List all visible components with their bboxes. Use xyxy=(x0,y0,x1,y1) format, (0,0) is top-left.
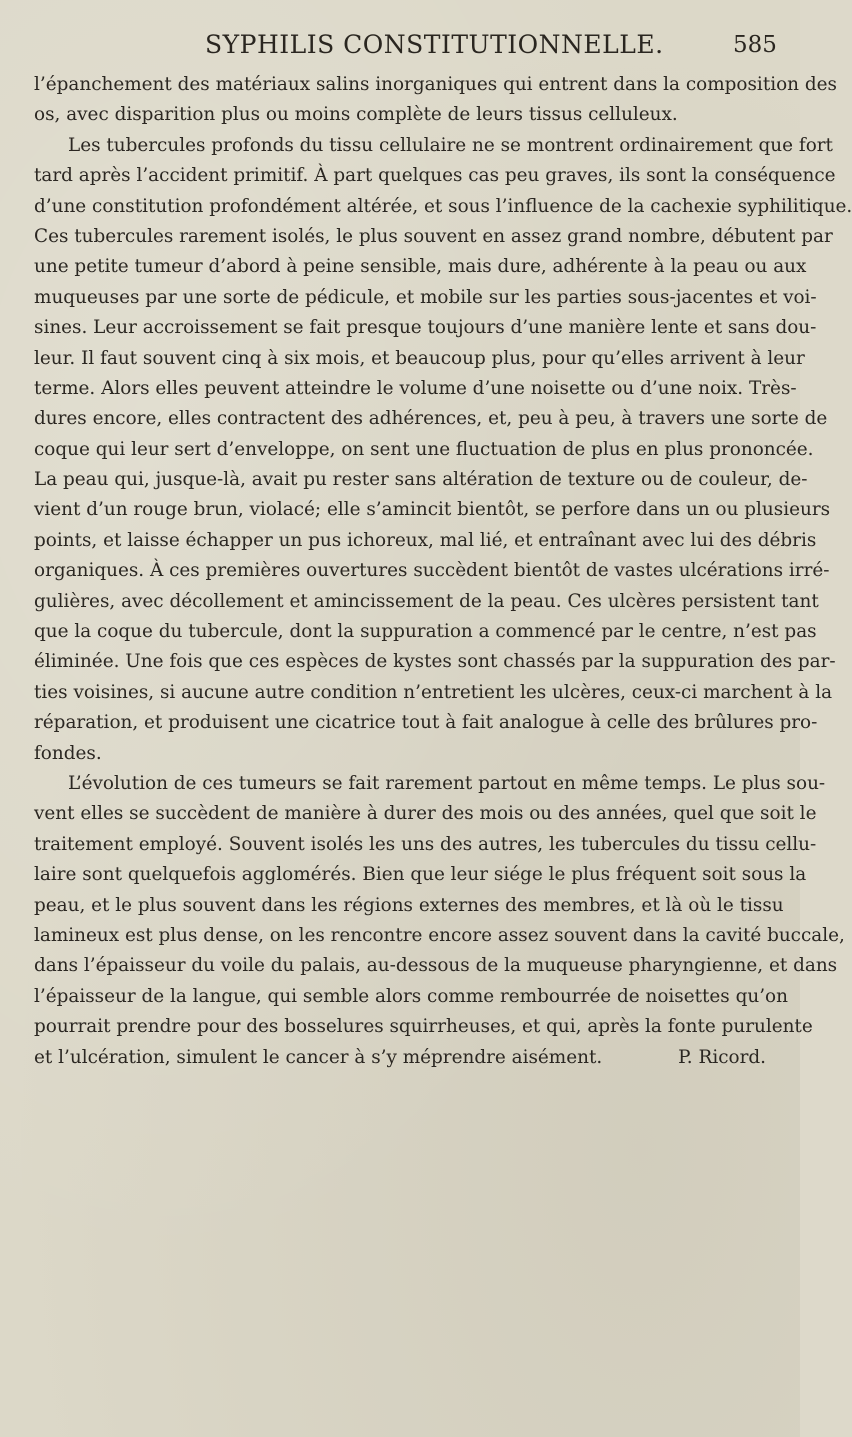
text-line xyxy=(34,617,817,647)
text-line-content: Les tubercules profonds du tissu cellulaire ne se montrent ordinairement que fort xyxy=(68,134,833,156)
text-line xyxy=(34,982,788,1012)
text-line xyxy=(34,252,807,282)
text-line xyxy=(34,313,817,343)
text-line xyxy=(34,374,797,404)
text-line xyxy=(34,283,817,313)
text-line-content: leur. Il faut souvent cinq à six mois, et beaucoup plus, pour qu’elles arrivent à leur xyxy=(34,347,805,369)
text-line xyxy=(34,495,831,525)
text-line xyxy=(34,526,817,556)
text-line xyxy=(34,192,852,222)
text-line xyxy=(34,799,817,829)
text-line-content: d’une constitution profondément altérée, et sous l’influence de la cachexie syphilitique. xyxy=(34,195,852,217)
text-line-content: une petite tumeur d’abord à peine sensible, mais dure, adhérente à la peau ou aux xyxy=(34,256,807,278)
text-line xyxy=(34,708,818,738)
text-line-content: muqueuses par une sorte de pédicule, et mobile sur les parties sous-jacentes et voi- xyxy=(34,286,817,308)
text-line-content: dans l’épaisseur du voile du palais, au-dessous de la muqueuse pharyngienne, et dans xyxy=(34,955,838,977)
text-line-content: et l’ulcération, simulent le cancer à s’y méprendre aisément. xyxy=(34,1046,603,1068)
text-line xyxy=(34,739,766,769)
text-line xyxy=(34,344,805,374)
text-line-content: peau, et le plus souvent dans les régions externes des membres, et là où le tissu xyxy=(34,894,784,916)
text-line xyxy=(34,556,830,586)
article-body xyxy=(34,70,852,1073)
text-line xyxy=(34,830,817,860)
text-line-content: lamineux est plus dense, on les rencontre encore assez souvent dans la cavité buccale, xyxy=(34,924,845,946)
text-line-content: laire sont quelquefois agglomérés. Bien que leur siége le plus fréquent soit sous la xyxy=(34,864,807,886)
text-line-content: l’épanchement des matériaux salins inorganiques qui entrent dans la composition des xyxy=(34,74,837,95)
text-line xyxy=(34,647,836,677)
text-line xyxy=(34,921,845,951)
text-line-content: éliminée. Une fois que ces espèces de kystes sont chassés par la suppuration des par- xyxy=(34,651,836,673)
text-line-content: pourrait prendre pour des bosselures squirrheuses, et qui, après la fonte purulente xyxy=(34,1016,813,1038)
text-line xyxy=(34,769,826,799)
text-line-content: Ces tubercules rarement isolés, le plus souvent en assez grand nombre, débutent par xyxy=(34,225,833,247)
text-line xyxy=(34,435,814,465)
author-signature: P. Ricord. xyxy=(678,1046,766,1068)
text-line xyxy=(34,891,784,921)
text-line xyxy=(34,161,836,191)
text-line-content: ties voisines, si aucune autre condition n’entretient les ulcères, ceux-ci marchent à la xyxy=(34,681,833,703)
text-line-content: coque qui leur sert d’enveloppe, on sent une fluctuation de plus en plus prononcée. xyxy=(34,438,814,460)
text-line xyxy=(34,678,833,708)
text-line-content: fondes. xyxy=(34,742,102,764)
text-line-content: vient d’un rouge brun, violacé; elle s’amincit bientôt, se perfore dans un ou plusieurs xyxy=(34,499,831,521)
text-line xyxy=(34,131,833,161)
text-line xyxy=(34,860,807,890)
running-head: SYPHILIS CONSTITUTIONNELLE. xyxy=(205,30,664,59)
text-line-content: l’épaisseur de la langue, qui semble alors comme rembourrée de noisettes qu’on xyxy=(34,985,788,1007)
page-header xyxy=(0,30,800,70)
text-line xyxy=(34,951,838,981)
text-line xyxy=(34,404,828,434)
text-line-content: points, et laisse échapper un pus ichoreux, mal lié, et entraînant avec lui des débris xyxy=(34,529,817,551)
text-line-content: vent elles se succèdent de manière à durer des mois ou des années, quel que soit le xyxy=(34,803,817,825)
text-line-content: L’évolution de ces tumeurs se fait rarement partout en même temps. Le plus sou- xyxy=(68,772,826,794)
text-line xyxy=(34,1012,813,1042)
text-line-content: gulières, avec décollement et amincissement de la peau. Ces ulcères persistent tant xyxy=(34,590,819,612)
text-line-content: que la coque du tubercule, dont la suppuration a commencé par le centre, n’est pas xyxy=(34,621,817,643)
text-line xyxy=(34,100,766,130)
text-line-content: tard après l’accident primitif. À part quelques cas peu graves, ils sont la conséquence xyxy=(34,165,836,187)
text-line-content: dures encore, elles contractent des adhérences, et, peu à peu, à travers une sorte de xyxy=(34,408,828,430)
text-line-content: organiques. À ces premières ouvertures succèdent bientôt de vastes ulcérations irré- xyxy=(34,560,830,582)
text-line xyxy=(34,587,819,617)
text-line-content: réparation, et produisent une cicatrice tout à fait analogue à celle des brûlures pro- xyxy=(34,712,818,734)
text-line-content: traitement employé. Souvent isolés les uns des autres, les tubercules du tissu cellu- xyxy=(34,833,817,855)
text-line xyxy=(34,1043,766,1073)
text-line-content: La peau qui, jusque-là, avait pu rester sans altération de texture ou de couleur, de- xyxy=(34,469,808,491)
text-line xyxy=(34,222,833,252)
text-line xyxy=(34,465,808,495)
text-line-content: terme. Alors elles peuvent atteindre le volume d’une noisette ou d’une noix. Très- xyxy=(34,377,797,399)
text-line-content: os, avec disparition plus ou moins complète de leurs tissus celluleux. xyxy=(34,104,678,126)
page-number: 585 xyxy=(733,32,777,58)
text-line-content: sines. Leur accroissement se fait presque toujours d’une manière lente et sans dou- xyxy=(34,317,817,339)
text-line xyxy=(34,70,837,100)
